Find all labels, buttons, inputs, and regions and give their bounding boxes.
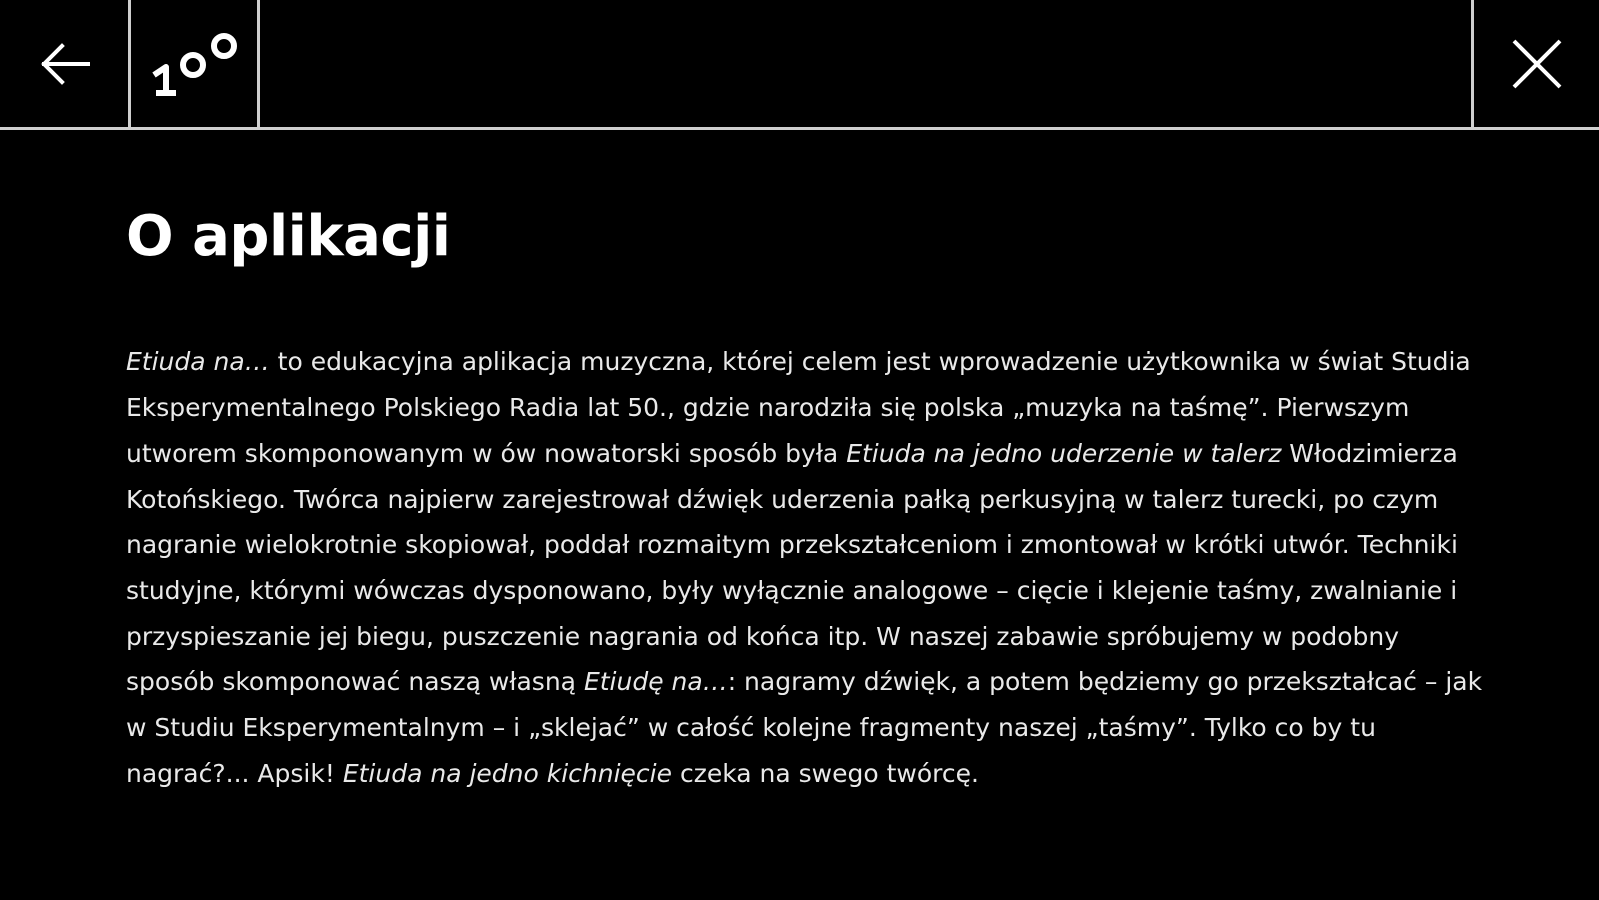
paragraph-text: Włodzimierza Kotońskiego. Twórca najpierw zarejestrował dźwięk uderzenia pałką perkusyjną w talerz turecki, po czym nagranie wielokrotnie skopiował, poddał rozmaitym przekształceniom i zmontował w krótki utwór. Techniki studyjne, którymi wówczas dysponowano, były wyłącznie analogowe – cięcie i klejenie taśmy, zwalnianie i przyspieszanie jej biegu, puszczenie nagrania od końca itp. W naszej zabawie spróbujemy w podobny sposób skomponować naszą własną <box>126 438 1458 697</box>
back-button[interactable] <box>0 0 128 127</box>
close-button[interactable] <box>1471 0 1599 127</box>
paragraph-title-italic: Etiuda na… <box>126 347 270 377</box>
paragraph-title-italic: Etiuda na jedno kichnięcie <box>342 758 673 788</box>
app-logo[interactable] <box>128 0 260 127</box>
paragraph-text: to edukacyjna aplikacja muzyczna, której celem jest wprowadzenie użytkownika w świat Studia Eksperymentalnego Polskiego Radia lat 50., gdzie narodziła się polska „muzyka na taśmę”. Pierwszym utworem skomponowanym w ów nowatorski sposób była <box>126 347 1471 468</box>
close-icon <box>1510 37 1564 91</box>
paragraph-text: : nagramy dźwięk, a potem będziemy go przekształcać – jak w Studiu Eksperymentalnym – i „sklejać” w całość kolejne fragmenty naszej „taśmy”. Tylko co by tu nagrać?... Apsik! <box>126 667 1483 788</box>
about-paragraph <box>126 339 1486 796</box>
top-bar <box>0 0 1599 130</box>
paragraph-title-italic: Etiuda na jedno uderzenie w talerz <box>846 438 1282 468</box>
paragraph-title-italic: Etiudę na… <box>583 667 728 697</box>
paragraph-text: czeka na swego twórcę. <box>672 758 979 788</box>
page-title: O aplikacji <box>126 204 451 269</box>
about-content <box>126 205 1486 821</box>
logo-100-icon <box>146 29 242 99</box>
arrow-left-icon <box>36 40 92 88</box>
